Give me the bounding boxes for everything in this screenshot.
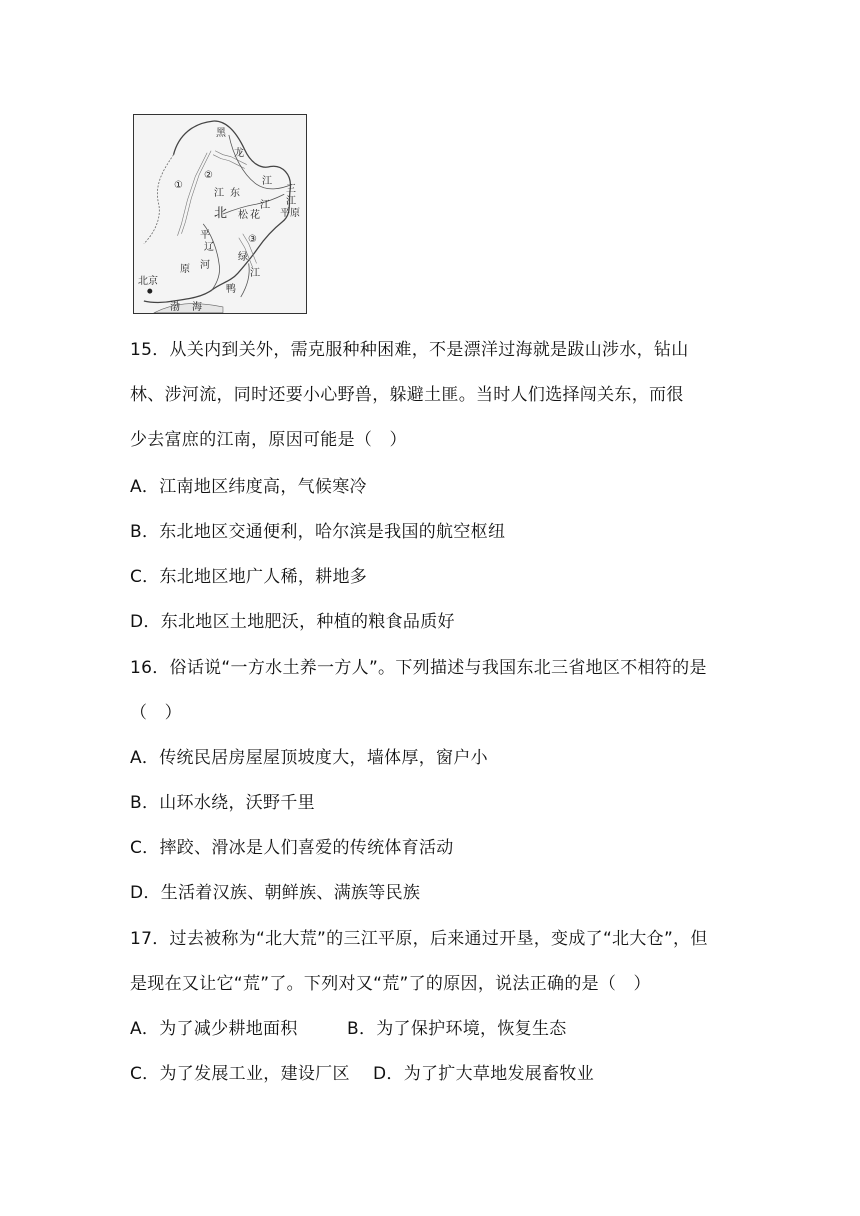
map-label-bei: 北 xyxy=(214,206,228,221)
map-label-ya: 鸭 xyxy=(226,284,236,295)
q15-stem-line2: 林、涉河流，同时还要小心野兽，躲避土匪。当时人们选择闯关东，而很 xyxy=(130,385,684,405)
q16-option-c: C．摔跤、滑冰是人们喜爱的传统体育活动 xyxy=(130,838,454,858)
map-label-yuan: 原 xyxy=(180,264,190,275)
map-label-ping: 平 xyxy=(200,230,210,241)
map-label-dong: 东 xyxy=(230,188,240,199)
map-label-jiang1: 江 xyxy=(262,176,272,187)
map-label-hai: 海 xyxy=(192,302,202,313)
q15-stem-line1: 15．从关内到关外，需克服种种困难，不是漂洋过海就是跋山涉水，钻山 xyxy=(130,340,689,360)
map-label-jiang2: 江 xyxy=(214,188,224,199)
map-label-liao: 辽 xyxy=(204,242,214,253)
q17-option-c: C．为了发展工业，建设厂区 xyxy=(130,1064,350,1084)
map-label-pingyuan2: 平原 xyxy=(280,208,300,219)
q17-option-d: D．为了扩大草地发展畜牧业 xyxy=(373,1064,594,1084)
q15-option-b: B．东北地区交通便利，哈尔滨是我国的航空枢纽 xyxy=(130,522,506,542)
q16-stem-line1: 16．俗话说“一方水土养一方人”。下列描述与我国东北三省地区不相符的是 xyxy=(130,658,707,678)
q17-stem-line2: 是现在又让它“荒”了。下列对又“荒”了的原因，说法正确的是（ ） xyxy=(130,974,651,994)
q17-option-b: B．为了保护环境，恢复生态 xyxy=(347,1019,567,1039)
map-marker-1: ① xyxy=(174,180,183,191)
q16-option-d: D．生活着汉族、朝鲜族、满族等民族 xyxy=(130,883,421,903)
map-label-beijing: 北京 xyxy=(138,276,158,287)
map-label-song: 松 xyxy=(238,210,248,221)
q15-option-a: A．江南地区纬度高，气候寒冷 xyxy=(130,477,367,497)
northeast-china-map xyxy=(133,114,307,314)
map-label-san: 三 xyxy=(286,184,296,195)
map-marker-3: ③ xyxy=(248,234,257,245)
q15-option-d: D．东北地区土地肥沃，种植的粮食品质好 xyxy=(130,612,455,632)
map-label-hua: 花 xyxy=(250,210,260,221)
map-label-hei: 黑 xyxy=(216,128,226,139)
map-label-jiang3: 江 xyxy=(260,200,270,211)
q17-option-a: A．为了减少耕地面积 xyxy=(130,1019,298,1039)
q17-stem-line1: 17．过去被称为“北大荒”的三江平原，后来通过开垦，变成了“北大仓”，但 xyxy=(130,929,708,949)
map-label-jiang5: 江 xyxy=(286,196,296,207)
map-marker-2: ② xyxy=(204,170,213,181)
map-label-jiang4: 江 xyxy=(250,268,260,279)
q16-option-a: A．传统民居房屋屋顶坡度大，墙体厚，窗户小 xyxy=(130,748,488,768)
q16-option-b: B．山环水绕，沃野千里 xyxy=(130,793,315,813)
map-label-he: 河 xyxy=(200,260,210,271)
q16-stem-line2: （ ） xyxy=(130,703,182,723)
map-label-long: 龙 xyxy=(234,148,244,159)
map-label-lv: 绿 xyxy=(238,252,248,263)
map-label-bo: 渤 xyxy=(170,302,180,313)
q15-option-c: C．东北地区地广人稀，耕地多 xyxy=(130,567,368,587)
q15-stem-line3: 少去富庶的江南，原因可能是（ ） xyxy=(130,430,407,450)
